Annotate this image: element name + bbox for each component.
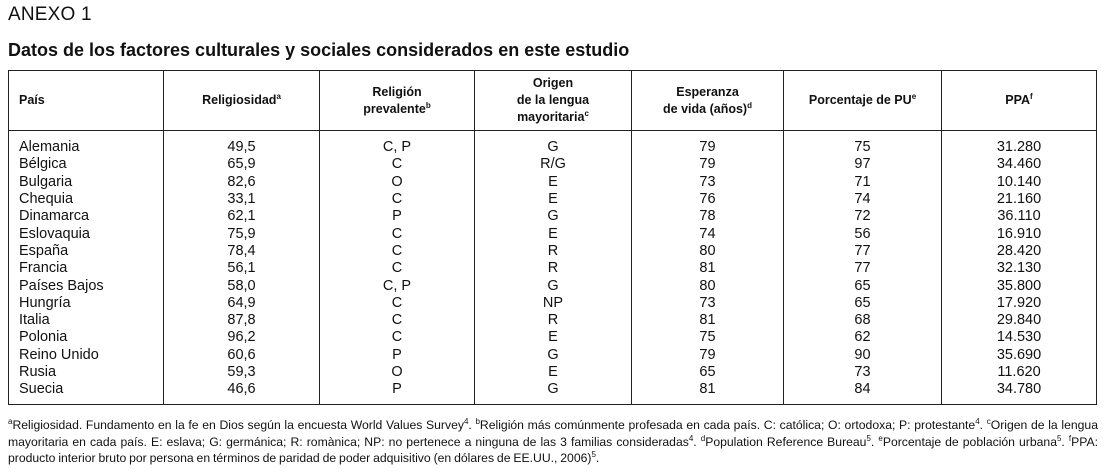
cell-life-expectancy: 79	[632, 156, 784, 173]
cell-ppa: 29.840	[942, 312, 1097, 329]
cell-language-origin: G	[475, 131, 632, 157]
cell-life-expectancy: 81	[632, 381, 784, 405]
cell-religiosity: 96,2	[164, 329, 320, 346]
table-header-row	[9, 71, 1097, 131]
cell-language-origin: G	[475, 277, 632, 294]
cell-language-origin: E	[475, 364, 632, 381]
cell-urban-pct: 62	[784, 329, 942, 346]
cell-urban-pct: 68	[784, 312, 942, 329]
cell-language-origin: E	[475, 225, 632, 242]
cell-urban-pct: 73	[784, 364, 942, 381]
footnote-text: Origen de la lengua mayoritaria en cada país. E: eslava; G: germánica; R: romànica; NP: no pertenece a ninguna de las 3 familias consideradas	[8, 418, 1098, 449]
cell-religion: C	[320, 329, 475, 346]
cell-life-expectancy: 75	[632, 329, 784, 346]
cell-religiosity: 33,1	[164, 191, 320, 208]
footnote-marker: c	[584, 108, 589, 118]
cell-religion: C, P	[320, 277, 475, 294]
header-line: País	[19, 93, 45, 107]
cell-religiosity: 64,9	[164, 295, 320, 312]
table-row	[9, 381, 1097, 405]
column-header-religiosity	[164, 71, 320, 131]
cell-ppa: 34.780	[942, 381, 1097, 405]
cell-life-expectancy: 74	[632, 225, 784, 242]
cell-life-expectancy: 80	[632, 243, 784, 260]
cell-urban-pct: 84	[784, 381, 942, 405]
footnote-item	[878, 433, 1072, 449]
cell-urban-pct: 65	[784, 295, 942, 312]
footnote-reference: 4	[688, 433, 694, 443]
cell-ppa: 21.160	[942, 191, 1097, 208]
header-line: Religión	[372, 84, 422, 99]
cell-ppa: 32.130	[942, 260, 1097, 277]
cell-religion: P	[320, 347, 475, 364]
cell-life-expectancy: 73	[632, 295, 784, 312]
cell-language-origin: G	[475, 208, 632, 225]
cell-language-origin: G	[475, 347, 632, 364]
cell-country: Rusia	[9, 364, 164, 381]
table-row	[9, 364, 1097, 381]
cell-urban-pct: 56	[784, 225, 942, 242]
cell-religion: C	[320, 225, 475, 242]
cell-country: Países Bajos	[9, 277, 164, 294]
cell-religiosity: 46,6	[164, 381, 320, 405]
cell-urban-pct: 75	[784, 131, 942, 157]
cell-language-origin: R	[475, 260, 632, 277]
cell-religiosity: 60,6	[164, 347, 320, 364]
cell-religion: C	[320, 295, 475, 312]
cell-urban-pct: 74	[784, 191, 942, 208]
cell-language-origin: R/G	[475, 156, 632, 173]
header-line: Porcentaje de PU	[808, 93, 912, 107]
cell-ppa: 35.690	[942, 347, 1097, 364]
header-line: mayoritaria	[517, 110, 585, 124]
table-row	[9, 329, 1097, 346]
cell-religion: P	[320, 381, 475, 405]
footnote-letter: d	[700, 433, 706, 443]
footnote-marker: f	[1030, 91, 1033, 101]
footnote-text: Population Reference Bureau	[705, 434, 867, 449]
cell-country: Chequia	[9, 191, 164, 208]
cell-language-origin: E	[475, 191, 632, 208]
footnote-reference: 5	[591, 449, 596, 459]
cell-country: Bulgaria	[9, 174, 164, 191]
table-title: Datos de los factores culturales y sociales considerados en este estudio	[8, 40, 630, 60]
cell-religiosity: 56,1	[164, 260, 320, 277]
cell-language-origin: R	[475, 243, 632, 260]
footnote-item	[701, 435, 879, 449]
cell-country: España	[9, 243, 164, 260]
cell-religiosity: 78,4	[164, 243, 320, 260]
header-line: PPA	[1005, 93, 1031, 107]
table-row	[9, 277, 1097, 294]
column-header-country	[9, 71, 164, 131]
cell-language-origin: E	[475, 329, 632, 346]
cell-language-origin: R	[475, 312, 632, 329]
cell-religion: P	[320, 208, 475, 225]
cell-country: Francia	[9, 260, 164, 277]
footnote-text: PPA: producto interior bruto por persona en términos de paridad de poder adquisitivo (en dólares de EE.UU., 2006)	[8, 434, 1098, 465]
cell-country: Hungría	[9, 295, 164, 312]
cell-country: Dinamarca	[9, 208, 164, 225]
footnote-letter: b	[475, 416, 480, 426]
cell-religiosity: 59,3	[164, 364, 320, 381]
column-header-urban-pct	[784, 71, 942, 131]
footnote-marker: d	[747, 100, 752, 110]
footnotes	[8, 417, 1098, 467]
cell-religion: C	[320, 260, 475, 277]
cell-religion: O	[320, 364, 475, 381]
table-row	[9, 225, 1097, 242]
cell-religion: C	[320, 156, 475, 173]
cell-religion: C	[320, 191, 475, 208]
footnote-reference: 5	[866, 433, 871, 443]
cell-country: Suecia	[9, 381, 164, 405]
footnote-punct: .	[1061, 434, 1069, 449]
table-row	[9, 260, 1097, 277]
data-table	[8, 70, 1097, 405]
table-row	[9, 131, 1097, 157]
cell-country: Polonia	[9, 329, 164, 346]
header-line: prevalente	[363, 101, 426, 116]
header-line: de vida (años)	[663, 101, 748, 116]
cell-ppa: 16.910	[942, 225, 1097, 242]
footnote-punct: .	[595, 451, 600, 465]
cell-country: Eslovaquia	[9, 225, 164, 242]
footnote-marker: a	[276, 91, 281, 101]
cell-country: Reino Unido	[9, 347, 164, 364]
footnote-letter: e	[878, 433, 883, 443]
footnote-item	[475, 418, 986, 432]
cell-ppa: 34.460	[942, 156, 1097, 173]
footnote-item	[8, 418, 475, 432]
cell-life-expectancy: 73	[632, 174, 784, 191]
cell-religiosity: 65,9	[164, 156, 320, 173]
table-row	[9, 156, 1097, 173]
cell-religiosity: 82,6	[164, 174, 320, 191]
cell-country: Alemania	[9, 131, 164, 157]
cell-life-expectancy: 81	[632, 260, 784, 277]
table-row	[9, 347, 1097, 364]
cell-life-expectancy: 78	[632, 208, 784, 225]
column-header-religion	[320, 71, 475, 131]
footnote-punct: .	[468, 418, 476, 432]
table-row	[9, 208, 1097, 225]
cell-religion: O	[320, 174, 475, 191]
cell-language-origin: E	[475, 174, 632, 191]
footnote-text: Religión más comúnmente profesada en cada país. C: católica; O: ortodoxa; P: protestante	[479, 418, 976, 432]
cell-country: Italia	[9, 312, 164, 329]
footnote-letter: f	[1068, 433, 1072, 443]
header-line: de la lengua	[516, 93, 590, 107]
cell-life-expectancy: 79	[632, 347, 784, 364]
table-row	[9, 295, 1097, 312]
cell-urban-pct: 71	[784, 174, 942, 191]
cell-life-expectancy: 65	[632, 364, 784, 381]
cell-urban-pct: 77	[784, 260, 942, 277]
footnote-text: Porcentaje de población urbana	[882, 434, 1057, 449]
cell-language-origin: NP	[475, 295, 632, 312]
header-line: Esperanza	[676, 84, 739, 99]
footnote-marker: b	[425, 100, 431, 110]
footnote-letter: c	[986, 416, 991, 426]
table-row	[9, 191, 1097, 208]
footnote-marker: e	[911, 91, 917, 101]
cell-religion: C, P	[320, 131, 475, 157]
footnote-reference: 5	[1056, 433, 1062, 443]
cell-life-expectancy: 79	[632, 131, 784, 157]
table-row	[9, 174, 1097, 191]
cell-ppa: 31.280	[942, 131, 1097, 157]
cell-ppa: 11.620	[942, 364, 1097, 381]
footnote-reference: 4	[463, 416, 469, 426]
cell-urban-pct: 77	[784, 243, 942, 260]
cell-urban-pct: 97	[784, 156, 942, 173]
footnote-punct: .	[693, 434, 701, 449]
header-line: Origen	[532, 76, 574, 90]
cell-language-origin: G	[475, 381, 632, 405]
cell-religiosity: 58,0	[164, 277, 320, 294]
column-header-life-expectancy	[632, 71, 784, 131]
cell-ppa: 35.800	[942, 277, 1097, 294]
cell-ppa: 28.420	[942, 243, 1097, 260]
cell-urban-pct: 65	[784, 277, 942, 294]
footnote-letter: a	[8, 416, 13, 426]
footnote-punct: .	[979, 418, 987, 432]
cell-religiosity: 62,1	[164, 208, 320, 225]
cell-ppa: 10.140	[942, 174, 1097, 191]
annex-label: ANEXO 1	[8, 4, 92, 25]
cell-religion: C	[320, 312, 475, 329]
table-row	[9, 243, 1097, 260]
cell-religiosity: 49,5	[164, 131, 320, 157]
footnote-punct: .	[870, 434, 879, 449]
cell-religiosity: 75,9	[164, 225, 320, 242]
footnote-reference: 4	[975, 416, 980, 426]
table-body	[9, 131, 1097, 405]
cell-ppa: 17.920	[942, 295, 1097, 312]
cell-life-expectancy: 80	[632, 277, 784, 294]
cell-life-expectancy: 76	[632, 191, 784, 208]
cell-urban-pct: 72	[784, 208, 942, 225]
column-header-language-origin	[475, 71, 632, 131]
header-line: Religiosidad	[202, 93, 277, 107]
cell-life-expectancy: 81	[632, 312, 784, 329]
footnote-text: Religiosidad. Fundamento en la fe en Dios según la encuesta World Values Survey	[12, 418, 464, 432]
column-header-ppa	[942, 71, 1097, 131]
cell-urban-pct: 90	[784, 347, 942, 364]
cell-country: Bélgica	[9, 156, 164, 173]
cell-religiosity: 87,8	[164, 312, 320, 329]
cell-ppa: 36.110	[942, 208, 1097, 225]
table-row	[9, 312, 1097, 329]
cell-religion: C	[320, 243, 475, 260]
cell-ppa: 14.530	[942, 329, 1097, 346]
